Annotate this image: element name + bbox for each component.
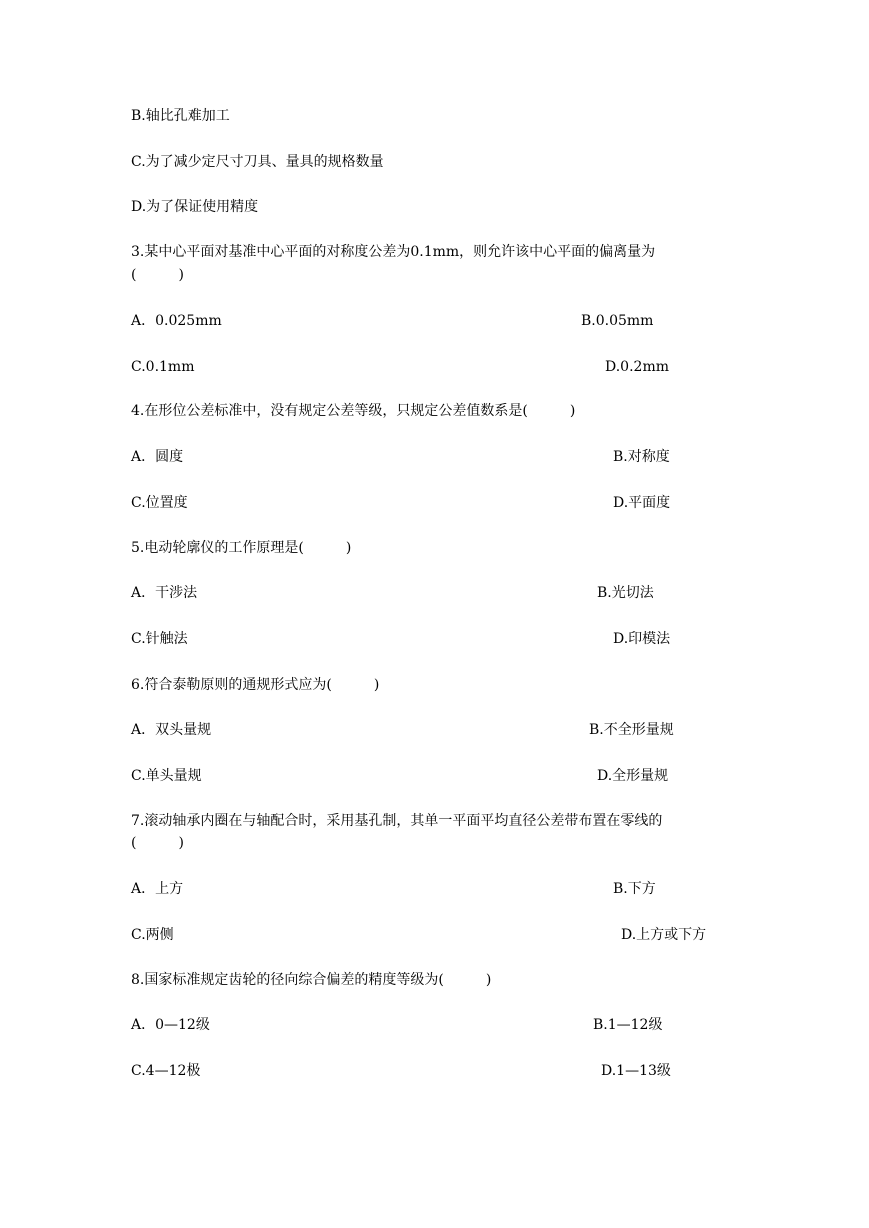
question-7-stem: 7.滚动轴承内圈在与轴配合时，采用基孔制，其单一平面平均直径公差带布置在零线的	[131, 813, 663, 829]
question-5-option-a: A．干涉法	[131, 585, 198, 601]
question-3-stem: 3.某中心平面对基准中心平面的对称度公差为0.1mm，则允许该中心平面的偏离量为	[131, 244, 656, 260]
question-5-option-d: D.印模法	[613, 631, 671, 647]
question-5-option-b: B.光切法	[597, 585, 654, 601]
question-4-stem: 4.在形位公差标准中，没有规定公差等级，只规定公差值数系是( )	[131, 403, 576, 419]
question-5-option-c: C.针触法	[131, 631, 188, 647]
question-4-option-c: C.位置度	[131, 495, 188, 511]
option-c: C.为了减少定尺寸刀具、量具的规格数量	[131, 154, 384, 170]
question-6-option-a: A．双头量规	[131, 722, 212, 738]
question-3-option-b: B.0.05mm	[581, 313, 654, 329]
question-6-option-b: B.不全形量规	[589, 722, 674, 738]
question-3-option-a: A．0.025mm	[131, 313, 222, 329]
question-6-stem: 6.符合泰勒原则的通规形式应为( )	[131, 677, 380, 693]
question-3-option-c: C.0.1mm	[131, 359, 195, 375]
question-7-option-b: B.下方	[613, 881, 656, 897]
question-8-stem: 8.国家标准规定齿轮的径向综合偏差的精度等级为( )	[131, 972, 492, 988]
question-7-option-c: C.两侧	[131, 927, 174, 943]
question-4-option-a: A．圆度	[131, 449, 184, 465]
question-6-option-d: D.全形量规	[597, 768, 669, 784]
option-b: B.轴比孔难加工	[131, 108, 230, 124]
question-5-stem: 5.电动轮廓仪的工作原理是( )	[131, 540, 352, 556]
question-7-blank: ( )	[131, 835, 184, 851]
question-3-option-d: D.0.2mm	[605, 359, 669, 375]
question-7-option-a: A．上方	[131, 881, 184, 897]
question-8-option-b: B.1—12级	[593, 1017, 663, 1033]
question-8-option-a: A．0—12级	[131, 1017, 210, 1033]
question-7-option-d: D.上方或下方	[621, 927, 707, 943]
question-3-blank: ( )	[131, 267, 184, 283]
option-d: D.为了保证使用精度	[131, 199, 259, 215]
question-4-option-d: D.平面度	[613, 495, 671, 511]
question-8-option-d: D.1—13级	[601, 1063, 671, 1079]
question-8-option-c: C.4—12极	[131, 1063, 201, 1079]
question-6-option-c: C.单头量规	[131, 768, 202, 784]
question-4-option-b: B.对称度	[613, 449, 670, 465]
